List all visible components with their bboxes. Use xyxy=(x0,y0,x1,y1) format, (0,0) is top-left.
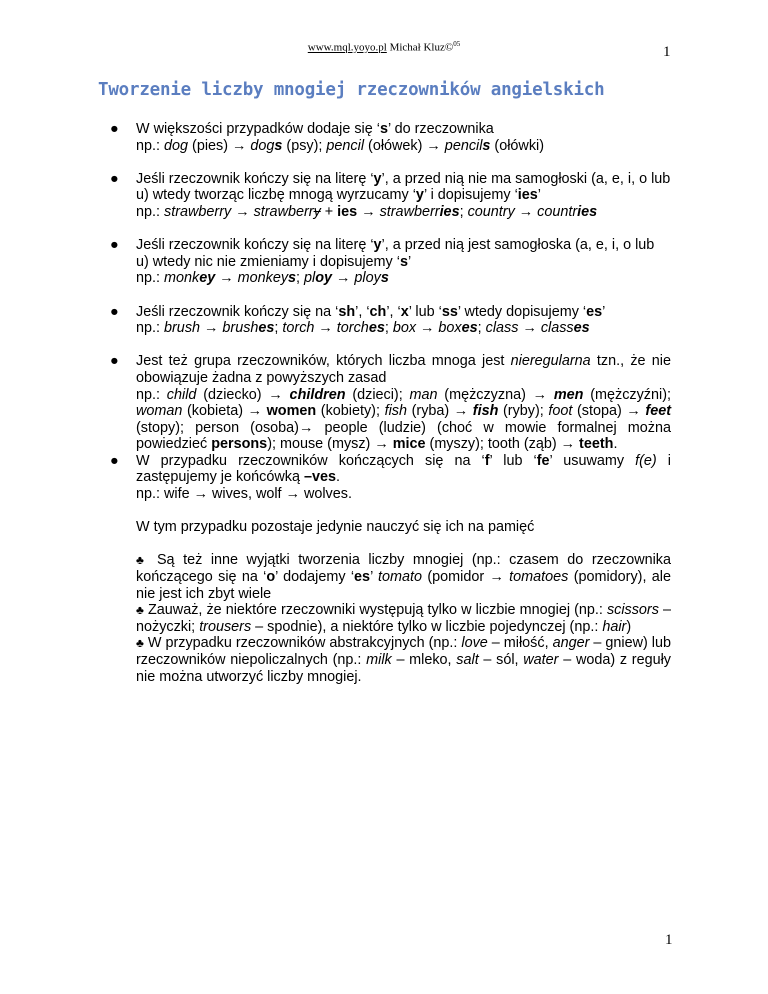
arrow-icon: → xyxy=(336,270,351,287)
arrow-icon: → xyxy=(204,320,219,337)
arrow-icon: → xyxy=(426,137,441,154)
bullet-icon: ● xyxy=(110,353,119,370)
rule-example: np.: child (dziecko) → children (dzieci); man (mężczyzna) → men (mężczyźni); woman (kobieta) → women (kobiety); fish (ryba) → fish (ryby); foot (stopa) → feet (stopy); person (osoba)→ people (ludzie) (choć w mowie formalnej można powiedzieć persons); mouse (mysz) → mice (myszy); tooth (ząb) → teeth. xyxy=(136,386,671,453)
rule-text: W przypadku rzeczowników kończących się na ‘f’ lub ‘fe’ usuwamy f(e) i zastępujemy je końcówką –ves. xyxy=(136,452,671,486)
club-icon: ♣ xyxy=(136,603,144,618)
note-plural-only: ♣ Zauważ, że niektóre rzeczowniki występują tylko w liczbie mnogiej (np.: scissors – nożyczki; trousers – spodnie), a niektóre tylko w liczbie pojedynczej (np.: hair) xyxy=(136,602,672,635)
arrow-icon: → xyxy=(518,203,534,220)
page-title: Tworzenie liczby mnogiej rzeczowników angielskich xyxy=(98,80,605,100)
rule-consonant-y xyxy=(110,170,671,221)
note-other-exceptions: ♣ Są też inne wyjątki tworzenia liczby mnogiej (np.: czasem do rzeczownika kończącego się na ‘o’ dodajemy ‘es’ tomato (pomidor → tomatoes (pomidory), ale nie jest ich zbyt wiele xyxy=(136,552,672,602)
bullet-icon: ● xyxy=(110,170,119,187)
rule-text: W większości przypadków dodaje się ‘s’ do rzeczownika xyxy=(136,121,494,137)
rule-vowel-y xyxy=(110,237,671,287)
arrow-icon: → xyxy=(247,403,262,420)
arrow-icon: → xyxy=(626,403,641,420)
arrow-icon: → xyxy=(522,320,537,337)
arrow-icon: → xyxy=(374,436,389,453)
rule-regular-s xyxy=(110,121,671,154)
arrow-icon: → xyxy=(232,137,247,154)
arrow-icon: → xyxy=(268,386,283,403)
page-header xyxy=(0,40,768,54)
club-icon: ♣ xyxy=(136,553,149,568)
arrow-icon: → xyxy=(235,203,250,220)
arrow-icon: → xyxy=(560,436,576,453)
rule-example: np.: monkey → monkeys; ploy → ploys xyxy=(136,270,389,287)
arrow-icon: → xyxy=(489,569,504,586)
rule-text: Jeśli rzeczownik kończy się na ‘sh’, ‘ch’, ‘x’ lub ‘ss’ wtedy dopisujemy ‘es’ xyxy=(136,303,606,320)
rule-text: Jest też grupa rzeczowników, których liczba mnoga jest nieregularna tzn., że nie obowiązuje żadna z powyższych zasad xyxy=(136,353,671,386)
bullet-icon: ● xyxy=(110,303,119,320)
club-icon: ♣ xyxy=(136,636,144,651)
rule-example: np.: wife → wives, wolf → wolves. xyxy=(136,486,352,503)
rule-sibilant-es xyxy=(110,303,671,337)
rule-example: np.: brush → brushes; torch → torches; box → boxes; class → classes xyxy=(136,320,590,337)
memorize-note: W tym przypadku pozostaje jedynie nauczyć się ich na pamięć xyxy=(136,519,535,536)
header-author: Michał Kluz© xyxy=(389,41,454,54)
arrow-icon: → xyxy=(532,386,548,403)
rule-text: Jeśli rzeczownik kończy się na literę ‘y’, a przed nią jest samogłoska (a, e, i, o lub u) wtedy nic nie zmieniamy i dopisujemy ‘s’ xyxy=(136,237,655,270)
rule-irregular xyxy=(110,353,671,453)
note-uncountable: ♣ W przypadku rzeczowników abstrakcyjnych (np.: love – miłość, anger – gniew) lub rzeczowników niepoliczalnych (np.: milk – mleko, salt – sól, water – woda) z reguły nie można utworzyć liczby mnogiej. xyxy=(136,635,671,685)
arrow-icon: → xyxy=(298,419,314,436)
arrow-icon: → xyxy=(361,203,376,220)
arrow-icon: → xyxy=(285,486,300,503)
rule-f-ves xyxy=(110,452,671,503)
header-year: 05 xyxy=(453,40,461,48)
page-number-bottom: 1 xyxy=(665,932,673,948)
arrow-icon: → xyxy=(219,270,234,287)
rule-text: Jeśli rzeczownik kończy się na literę ‘y’, a przed nią nie ma samogłoski (a, e, i, o lub u) wtedy tworząc liczbę mnogą wyrzucamy ‘y’ i dopisujemy ‘ies’ xyxy=(136,170,671,204)
rule-example: np.: dog (pies) → dogs (psy); pencil (ołówek) → pencils (ołówki) xyxy=(136,137,545,154)
bullet-icon: ● xyxy=(110,452,119,469)
page-number-top: 1 xyxy=(663,44,671,60)
bullet-icon: ● xyxy=(110,237,119,254)
arrow-icon: → xyxy=(453,403,469,420)
header-url[interactable]: www.mql.yoyo.pl xyxy=(307,41,387,54)
rule-example: np.: strawberry → strawberry + ies → strawberries; country → countries xyxy=(136,203,598,220)
document-body xyxy=(110,121,672,685)
arrow-icon: → xyxy=(420,320,435,337)
bullet-icon: ● xyxy=(110,121,119,137)
arrow-icon: → xyxy=(193,486,208,503)
arrow-icon: → xyxy=(318,320,333,337)
